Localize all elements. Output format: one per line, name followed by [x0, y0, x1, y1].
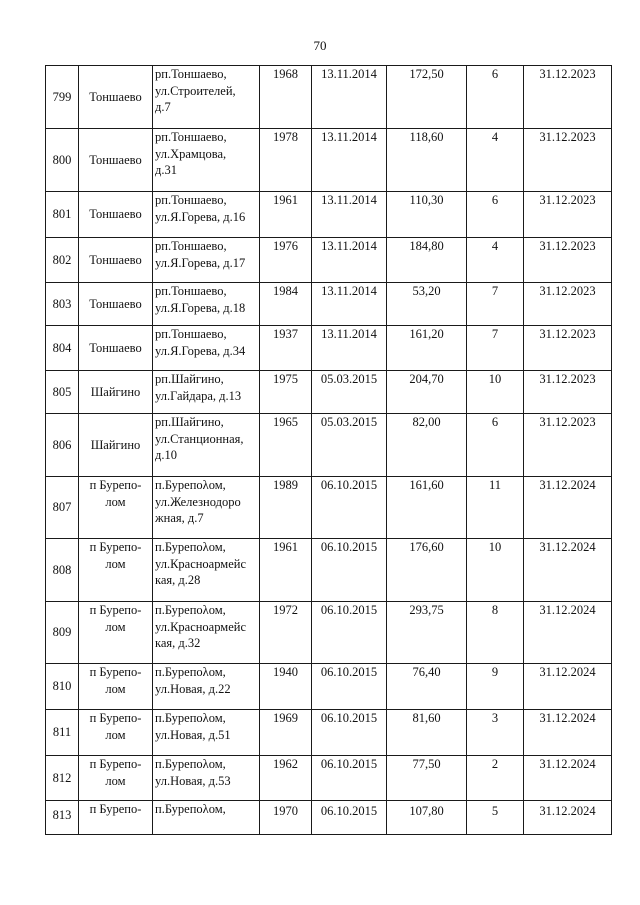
- housing-registry-table: [45, 65, 612, 835]
- cell-deadline: 31.12.2023: [524, 238, 612, 283]
- cell-year: 1962: [260, 756, 312, 801]
- cell-locality: п Бурепо-лом: [79, 539, 153, 602]
- cell-year: 1969: [260, 710, 312, 756]
- cell-locality: Тоншаево: [79, 238, 153, 283]
- cell-number: 801: [46, 192, 79, 238]
- cell-locality: п Бурепо-лом: [79, 664, 153, 710]
- cell-year: 1940: [260, 664, 312, 710]
- cell-locality: Шайгино: [79, 371, 153, 414]
- cell-date: 13.11.2014: [312, 129, 387, 192]
- cell-number: 809: [46, 602, 79, 664]
- cell-area: 161,20: [387, 326, 467, 371]
- cell-year: 1961: [260, 192, 312, 238]
- cell-number: 800: [46, 129, 79, 192]
- table-row: [46, 238, 612, 283]
- cell-locality: п Бурепо-лом: [79, 710, 153, 756]
- cell-year: 1978: [260, 129, 312, 192]
- cell-date: 13.11.2014: [312, 326, 387, 371]
- cell-address: рп.Тоншаево, ул.Я.Горева, д.34: [153, 326, 260, 371]
- cell-date: 13.11.2014: [312, 66, 387, 129]
- cell-address: п.Бурепολом, ул.Красноармейс кая, д.28: [153, 539, 260, 602]
- cell-date: 13.11.2014: [312, 238, 387, 283]
- cell-year: 1972: [260, 602, 312, 664]
- cell-count: 5: [467, 801, 524, 835]
- cell-date: 06.10.2015: [312, 602, 387, 664]
- table-row: [46, 664, 612, 710]
- cell-area: 172,50: [387, 66, 467, 129]
- cell-area: 161,60: [387, 477, 467, 539]
- cell-address: п.Бурепολом, ул.Красноармейс кая, д.32: [153, 602, 260, 664]
- cell-locality: Тоншаево: [79, 326, 153, 371]
- cell-locality: п Бурепо-лом: [79, 756, 153, 801]
- cell-address: рп.Тоншаево, ул.Храмцова, д.31: [153, 129, 260, 192]
- cell-date: 06.10.2015: [312, 477, 387, 539]
- cell-deadline: 31.12.2024: [524, 664, 612, 710]
- cell-deadline: 31.12.2023: [524, 326, 612, 371]
- cell-area: 110,30: [387, 192, 467, 238]
- cell-locality: Тоншаево: [79, 192, 153, 238]
- cell-address: рп.Тоншаево, ул.Я.Горева, д.17: [153, 238, 260, 283]
- cell-area: 107,80: [387, 801, 467, 835]
- cell-number: 806: [46, 414, 79, 477]
- cell-area: 176,60: [387, 539, 467, 602]
- cell-deadline: 31.12.2024: [524, 602, 612, 664]
- cell-year: 1965: [260, 414, 312, 477]
- cell-deadline: 31.12.2024: [524, 710, 612, 756]
- cell-number: 811: [46, 710, 79, 756]
- cell-count: 7: [467, 326, 524, 371]
- cell-address: п.Бурепολом,: [153, 801, 260, 835]
- cell-count: 6: [467, 192, 524, 238]
- cell-count: 3: [467, 710, 524, 756]
- cell-area: 293,75: [387, 602, 467, 664]
- cell-address: п.Бурепολом, ул.Новая, д.51: [153, 710, 260, 756]
- cell-deadline: 31.12.2023: [524, 129, 612, 192]
- cell-locality: п Бурепо-: [79, 801, 153, 835]
- cell-address: п.Бурепολом, ул.Железнодоро жная, д.7: [153, 477, 260, 539]
- cell-address: рп.Тоншаево, ул.Я.Горева, д.16: [153, 192, 260, 238]
- cell-area: 77,50: [387, 756, 467, 801]
- cell-deadline: 31.12.2024: [524, 477, 612, 539]
- cell-area: 81,60: [387, 710, 467, 756]
- cell-number: 804: [46, 326, 79, 371]
- cell-area: 53,20: [387, 283, 467, 326]
- table-row: [46, 414, 612, 477]
- cell-year: 1976: [260, 238, 312, 283]
- table-row: [46, 801, 612, 835]
- table-row: [46, 756, 612, 801]
- cell-date: 06.10.2015: [312, 664, 387, 710]
- cell-date: 06.10.2015: [312, 539, 387, 602]
- table-row: [46, 371, 612, 414]
- cell-count: 8: [467, 602, 524, 664]
- cell-deadline: 31.12.2023: [524, 283, 612, 326]
- cell-count: 2: [467, 756, 524, 801]
- cell-count: 4: [467, 238, 524, 283]
- cell-number: 813: [46, 801, 79, 835]
- cell-number: 808: [46, 539, 79, 602]
- table-row: [46, 539, 612, 602]
- cell-address: рп.Шайгино, ул.Гайдара, д.13: [153, 371, 260, 414]
- cell-number: 799: [46, 66, 79, 129]
- cell-address: рп.Шайгино, ул.Станционная, д.10: [153, 414, 260, 477]
- cell-deadline: 31.12.2023: [524, 66, 612, 129]
- cell-count: 7: [467, 283, 524, 326]
- cell-locality: Тоншаево: [79, 283, 153, 326]
- cell-area: 118,60: [387, 129, 467, 192]
- cell-deadline: 31.12.2023: [524, 414, 612, 477]
- cell-locality: п Бурепо-лом: [79, 602, 153, 664]
- cell-year: 1984: [260, 283, 312, 326]
- table-row: [46, 283, 612, 326]
- table-row: [46, 129, 612, 192]
- cell-area: 76,40: [387, 664, 467, 710]
- cell-date: 06.10.2015: [312, 756, 387, 801]
- cell-number: 802: [46, 238, 79, 283]
- cell-count: 10: [467, 371, 524, 414]
- table-row: [46, 66, 612, 129]
- cell-deadline: 31.12.2024: [524, 756, 612, 801]
- cell-address: рп.Тоншаево, ул.Я.Горева, д.18: [153, 283, 260, 326]
- cell-count: 9: [467, 664, 524, 710]
- cell-deadline: 31.12.2024: [524, 539, 612, 602]
- cell-deadline: 31.12.2024: [524, 801, 612, 835]
- cell-date: 06.10.2015: [312, 801, 387, 835]
- table-row: [46, 710, 612, 756]
- cell-year: 1989: [260, 477, 312, 539]
- cell-date: 06.10.2015: [312, 710, 387, 756]
- cell-locality: Тоншаево: [79, 66, 153, 129]
- cell-locality: Шайгино: [79, 414, 153, 477]
- table-row: [46, 477, 612, 539]
- cell-count: 6: [467, 66, 524, 129]
- cell-year: 1937: [260, 326, 312, 371]
- cell-number: 810: [46, 664, 79, 710]
- cell-number: 803: [46, 283, 79, 326]
- table-body: [46, 66, 612, 835]
- cell-area: 82,00: [387, 414, 467, 477]
- table-row: [46, 326, 612, 371]
- cell-deadline: 31.12.2023: [524, 192, 612, 238]
- cell-count: 6: [467, 414, 524, 477]
- cell-year: 1968: [260, 66, 312, 129]
- cell-count: 4: [467, 129, 524, 192]
- page-number: 70: [313, 38, 327, 53]
- cell-address: п.Бурепολом, ул.Новая, д.22: [153, 664, 260, 710]
- cell-number: 805: [46, 371, 79, 414]
- cell-area: 204,70: [387, 371, 467, 414]
- cell-count: 11: [467, 477, 524, 539]
- cell-date: 05.03.2015: [312, 414, 387, 477]
- cell-year: 1961: [260, 539, 312, 602]
- cell-number: 812: [46, 756, 79, 801]
- cell-year: 1970: [260, 801, 312, 835]
- table-row: [46, 192, 612, 238]
- cell-number: 807: [46, 477, 79, 539]
- cell-locality: Тоншаево: [79, 129, 153, 192]
- table-row: [46, 602, 612, 664]
- cell-date: 05.03.2015: [312, 371, 387, 414]
- cell-address: п.Бурепολом, ул.Новая, д.53: [153, 756, 260, 801]
- cell-deadline: 31.12.2023: [524, 371, 612, 414]
- cell-date: 13.11.2014: [312, 192, 387, 238]
- cell-date: 13.11.2014: [312, 283, 387, 326]
- cell-locality: п Бурепо-лом: [79, 477, 153, 539]
- cell-address: рп.Тоншаево, ул.Строителей, д.7: [153, 66, 260, 129]
- cell-area: 184,80: [387, 238, 467, 283]
- cell-year: 1975: [260, 371, 312, 414]
- cell-count: 10: [467, 539, 524, 602]
